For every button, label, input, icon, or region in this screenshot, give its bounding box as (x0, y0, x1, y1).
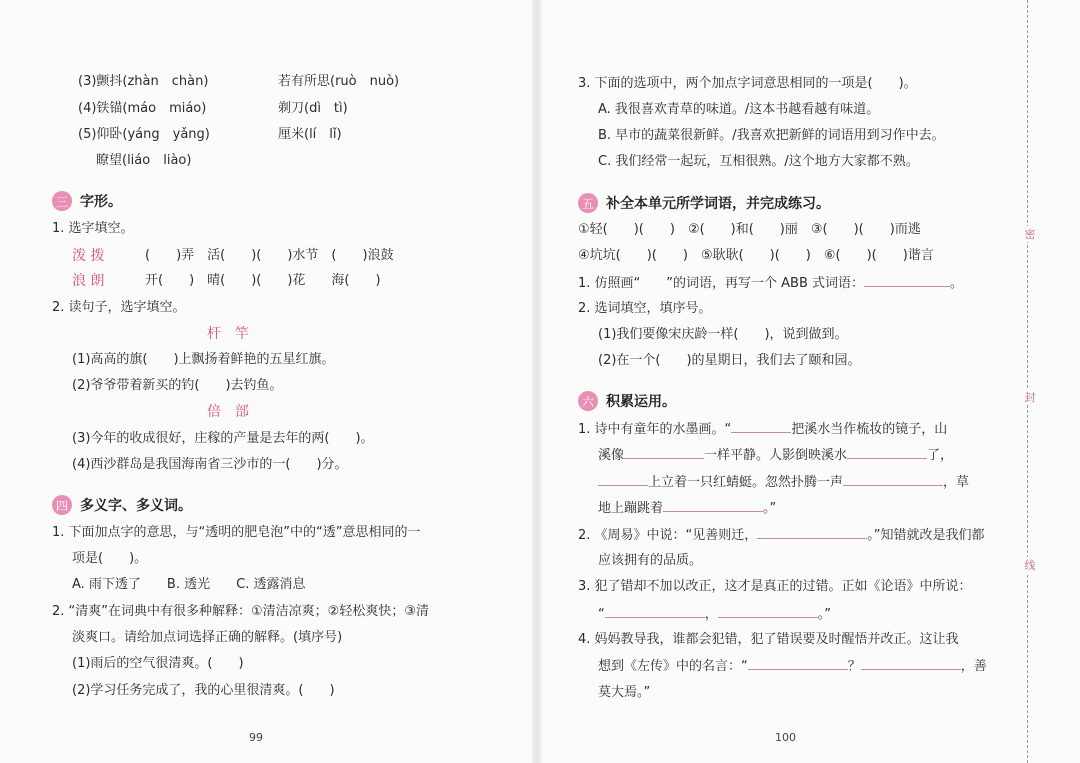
section-title: 字形。 (80, 194, 122, 210)
multi-q1-line1: 1. 下面加点字的意思，与“透明的肥皂泡”中的“透”意思相同的一 (52, 525, 421, 540)
answer-blank[interactable] (624, 446, 704, 459)
r-option-b: B. 早市的蔬菜很新鲜。/我喜欢把新鲜的词语用到习作中去。 (598, 128, 945, 143)
section-title: 补全本单元所学词语，并完成练习。 (606, 196, 830, 212)
lunyu-line-2: “ ， 。” (598, 607, 832, 622)
answer-blank[interactable] (748, 657, 848, 670)
pinyin-row-3: (5)仰卧(yáng yǎng) (78, 127, 210, 142)
answer-blank[interactable] (847, 446, 927, 459)
answer-blank[interactable] (843, 473, 943, 486)
answer-blank[interactable] (663, 499, 763, 512)
word-fill-row-1: ①轻( )( ) ②( )和( )丽 ③( )( )而逃 (578, 222, 921, 237)
section-badge: 五 (578, 193, 598, 213)
section-title: 多义字、多义词。 (80, 498, 192, 514)
char-pair-1: 泼 拨 (72, 248, 105, 264)
r-question-3: 3. 下面的选项中，两个加点字词意思相同的一项是( )。 (578, 76, 917, 91)
pinyin-row-2b: 剃刀(dì tì) (278, 101, 348, 116)
answer-blank[interactable] (598, 473, 648, 486)
section-6-heading (578, 391, 676, 411)
answer-blank[interactable] (605, 605, 705, 618)
question-2-title: 2. 读句子，选字填空。 (52, 300, 186, 315)
seal-mark-3: 线 (1024, 559, 1036, 572)
poem-line-4: 地上蹦跳着 。” (598, 501, 777, 516)
sentence-2: (2)爷爷带着新买的钓( )去钓鱼。 (72, 378, 283, 393)
lunyu-line-1: 3. 犯了错却不加以改正，这才是真正的过错。正如《论语》中所说： (578, 579, 972, 594)
multi-q1-options: A. 雨下透了 B. 透光 C. 透露消息 (72, 577, 306, 592)
poem-line-1: 1. 诗中有童年的水墨画。“ 把溪水当作梳妆的镜子，山 (578, 422, 948, 437)
answer-blank[interactable] (861, 657, 961, 670)
book-spine (532, 0, 542, 763)
answer-blank[interactable] (757, 526, 867, 539)
word-fill-row-2: ④坑坑( )( ) ⑤耿耿( )( ) ⑥( )( )谐言 (578, 248, 934, 263)
section-3-heading (52, 191, 122, 211)
sentence-1: (1)高高的旗( )上飘扬着鲜艳的五星红旗。 (72, 352, 335, 367)
pinyin-row-4: 瞭望(liáo liào) (96, 153, 192, 168)
choice-chars-1: 杆 竿 (207, 326, 249, 342)
multi-q2-item2: (2)学习任务完成了，我的心里很清爽。( ) (72, 683, 335, 698)
zuozhuan-line-1: 4. 妈妈教导我，谁都会犯错，犯了错误要及时醒悟并改正。这让我 (578, 632, 959, 647)
choice-chars-2: 倍 部 (207, 404, 249, 420)
poem-line-2: 溪像 一样平静。人影倒映溪水 了， (598, 448, 954, 463)
choose-word-title: 2. 选词填空，填序号。 (578, 301, 712, 316)
choose-word-1: (1)我们要像宋庆龄一样( )，说到做到。 (598, 327, 848, 342)
pinyin-row-2: (4)铁锚(máo miáo) (78, 101, 207, 116)
answer-blank[interactable] (718, 605, 818, 618)
fill-row-2: 开( ) 晴( )( )花 海( ) (145, 273, 381, 288)
multi-q1-line2: 项是( )。 (72, 551, 148, 566)
section-title: 积累运用。 (606, 394, 676, 410)
abb-question: 1. 仿照画“ ”的词语，再写一个 ABB 式词语： 。 (578, 276, 964, 291)
poem-line-3: 上立着一只红蜻蜓。忽然扑腾一声 ，草 (598, 473, 969, 492)
seal-mark-2: 封 (1024, 391, 1036, 404)
section-badge: 六 (578, 391, 598, 411)
zuozhuan-line-3: 莫大焉。” (598, 685, 651, 700)
multi-q2-item1: (1)雨后的空气很清爽。( ) (72, 656, 244, 671)
section-badge: 四 (52, 495, 72, 515)
choose-word-2: (2)在一个( )的星期日，我们去了颐和园。 (598, 353, 861, 368)
pinyin-row-1: (3)颤抖(zhàn chàn) (78, 74, 209, 89)
zuozhuan-line-2: 想到《左传》中的名言：“ ？ ，善 (598, 659, 987, 674)
right-page (548, 0, 1048, 763)
seal-mark-1: 密 (1024, 228, 1036, 241)
fill-row-1: ( )弄 活( )( )水节 ( )浪鼓 (145, 248, 394, 263)
zhouyi-line-2: 应该拥有的品质。 (598, 553, 703, 568)
page-number-right: 100 (775, 731, 796, 744)
sentence-4: (4)西沙群岛是我国海南省三沙市的一( )分。 (72, 457, 348, 472)
pinyin-row-1b: 若有所思(ruò nuò) (278, 74, 400, 89)
section-4-heading (52, 495, 192, 515)
page-number-left: 99 (249, 731, 263, 744)
multi-q2-line1: 2. “清爽”在词典中有很多种解释：①清洁凉爽；②轻松爽快；③清 (52, 604, 429, 619)
char-pair-2: 浪 朗 (72, 273, 105, 289)
sentence-3: (3)今年的收成很好，庄稼的产量是去年的两( )。 (72, 431, 374, 446)
r-option-c: C. 我们经常一起玩，互相很熟。/这个地方大家都不熟。 (598, 154, 919, 169)
section-badge: 三 (52, 191, 72, 211)
left-page (0, 0, 530, 763)
answer-blank[interactable] (864, 274, 950, 287)
answer-blank[interactable] (731, 420, 791, 433)
section-5-heading (578, 193, 830, 213)
zhouyi-line-1: 2. 《周易》中说：“见善则迁， 。”知错就改是我们都 (578, 528, 985, 543)
pinyin-row-3b: 厘米(lí lǐ) (278, 127, 342, 142)
r-option-a: A. 我很喜欢青草的味道。/这本书越看越有味道。 (598, 102, 880, 117)
multi-q2-line2: 淡爽口。请给加点词选择正确的解释。(填序号) (72, 630, 343, 645)
question-1-title: 1. 选字填空。 (52, 221, 134, 236)
seal-line (1027, 0, 1028, 763)
